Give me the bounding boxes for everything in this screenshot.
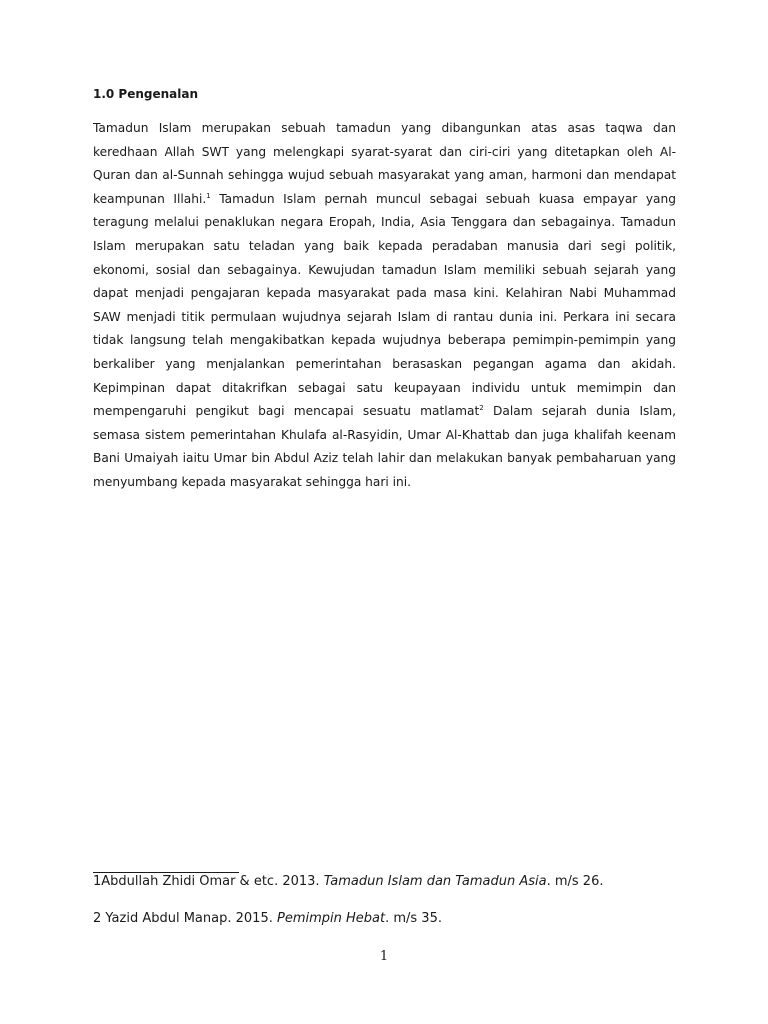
paragraph-text-part1: Tamadun Islam merupakan sebuah tamadun yang dibangunkan atas asas taqwa dan keredhaan Allah SWT yang melengkapi syarat-syarat dan ciri-ciri yang ditetapkan oleh Al-Quran dan al-Sunnah sehingga wujud sebuah masyarakat yang aman, harmoni dan mendapat keampunan Illahi. xyxy=(93,121,676,206)
footnote-1 xyxy=(93,874,603,889)
section-heading: 1.0 Pengenalan xyxy=(93,87,199,101)
introduction-paragraph xyxy=(93,117,676,495)
footnote-2-title: Pemimpin Hebat xyxy=(276,911,386,926)
footnote-1-prefix: 1Abdullah Zhidi Omar & etc. 2013. xyxy=(93,874,324,889)
footnote-reference-1[interactable]: 1 xyxy=(206,191,211,200)
paragraph-text-part2: Tamadun Islam pernah muncul sebagai sebuah kuasa empayar yang teragung melalui penaklukan negara Eropah, India, Asia Tenggara dan sebagainya. Tamadun Islam merupakan satu teladan yang baik kepada peradaban manusia dari segi politik, ekonomi, sosial dan sebagainya. Kewujudan tamadun Islam memiliki sebuah sejarah yang dapat menjadi pengajaran kepada masyarakat pada masa kini. Kelahiran Nabi Muhammad SAW menjadi titik permulaan wujudnya sejarah Islam di rantau dunia ini. Perkara ini secara tidak langsung telah mengakibatkan kepada wujudnya beberapa pemimpin-pemimpin yang berkaliber yang menjalankan pemerintahan berasaskan pegangan agama dan akidah. Kepimpinan dapat ditakrifkan sebagai satu keupayaan individu untuk memimpin dan mempengaruhi pengikut bagi mencapai sesuatu matlamat xyxy=(93,191,676,419)
footnote-2 xyxy=(93,911,442,926)
footnote-2-suffix: . m/s 35. xyxy=(385,911,442,926)
footnote-separator xyxy=(93,872,239,873)
page-number: 1 xyxy=(379,949,389,964)
footnote-2-prefix: 2 Yazid Abdul Manap. 2015. xyxy=(93,911,277,926)
footnote-1-title: Tamadun Islam dan Tamadun Asia xyxy=(323,874,547,889)
paragraph-text-part3: Dalam sejarah dunia Islam, semasa sistem pemerintahan Khulafa al-Rasyidin, Umar Al-Khattab dan juga khalifah keenam Bani Umaiyah iaitu Umar bin Abdul Aziz telah lahir dan melakukan banyak pembaharuan yang menyumbang kepada masyarakat sehingga hari ini. xyxy=(93,404,676,489)
footnote-1-suffix: . m/s 26. xyxy=(546,874,604,889)
footnote-reference-2[interactable]: 2 xyxy=(479,404,484,413)
